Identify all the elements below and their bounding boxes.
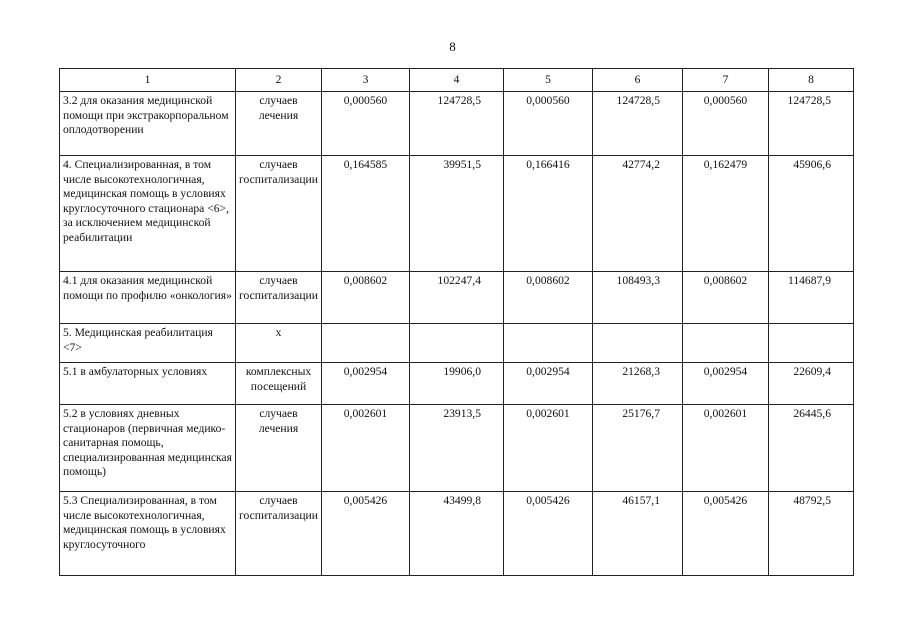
value-cell: 22609,4 — [769, 363, 854, 405]
value-cell: 0,002601 — [322, 405, 410, 492]
value-cell: 48792,5 — [769, 492, 854, 576]
value-cell: 25176,7 — [593, 405, 683, 492]
value-cell: 43499,8 — [410, 492, 504, 576]
value-cell: 0,008602 — [322, 272, 410, 324]
unit-cell: случаев госпитализации — [236, 156, 322, 272]
page-number: 8 — [449, 39, 456, 54]
value-cell: 23913,5 — [410, 405, 504, 492]
row-name-cell: 4.1 для оказания медицинской помощи по профилю «онкология» — [60, 272, 236, 324]
unit-cell: x — [236, 324, 322, 363]
unit-cell: случаев госпитализации — [236, 492, 322, 576]
value-cell: 0,002954 — [322, 363, 410, 405]
value-cell: 114687,9 — [769, 272, 854, 324]
header-cell: 4 — [410, 69, 504, 92]
value-cell: 0,005426 — [504, 492, 593, 576]
value-cell: 0,002954 — [504, 363, 593, 405]
row-name-cell: 5.1 в амбулаторных условиях — [60, 363, 236, 405]
value-cell: 19906,0 — [410, 363, 504, 405]
header-cell: 8 — [769, 69, 854, 92]
value-cell: 0,164585 — [322, 156, 410, 272]
value-cell: 0,005426 — [322, 492, 410, 576]
unit-cell: случаев лечения — [236, 405, 322, 492]
value-cell: 108493,3 — [593, 272, 683, 324]
value-cell: 0,008602 — [683, 272, 769, 324]
row-name-cell: 3.2 для оказания медицинской помощи при экстракорпоральном оплодотворении — [60, 92, 236, 156]
value-cell: 39951,5 — [410, 156, 504, 272]
header-cell: 7 — [683, 69, 769, 92]
row-name-cell: 4. Специализированная, в том числе высокотехнологичная, медицинская помощь в условиях круглосуточного стационара <6>, за исключением медицинской реабилитации — [60, 156, 236, 272]
table-row — [60, 92, 854, 156]
row-name-cell: 5.2 в условиях дневных стационаров (первичная медико-санитарная помощь, специализированная медицинская помощь) — [60, 405, 236, 492]
value-cell: 124728,5 — [410, 92, 504, 156]
value-cell: 0,002954 — [683, 363, 769, 405]
value-cell: 102247,4 — [410, 272, 504, 324]
value-cell — [410, 324, 504, 363]
value-cell — [683, 324, 769, 363]
value-cell: 21268,3 — [593, 363, 683, 405]
row-name-cell: 5. Медицинская реабилитация <7> — [60, 324, 236, 363]
value-cell: 0,008602 — [504, 272, 593, 324]
value-cell: 0,000560 — [683, 92, 769, 156]
header-cell: 2 — [236, 69, 322, 92]
row-name-cell: 5.3 Специализированная, в том числе высокотехнологичная, медицинская помощь в условиях круглосуточного — [60, 492, 236, 576]
value-cell — [504, 324, 593, 363]
table-row — [60, 492, 854, 576]
value-cell — [593, 324, 683, 363]
table-row — [60, 405, 854, 492]
value-cell: 0,005426 — [683, 492, 769, 576]
header-cell: 1 — [60, 69, 236, 92]
value-cell: 0,002601 — [683, 405, 769, 492]
value-cell: 0,166416 — [504, 156, 593, 272]
unit-cell: комплексных посещений — [236, 363, 322, 405]
table-row — [60, 324, 854, 363]
value-cell — [322, 324, 410, 363]
value-cell — [769, 324, 854, 363]
header-row — [60, 69, 854, 92]
header-cell: 6 — [593, 69, 683, 92]
value-cell: 0,000560 — [504, 92, 593, 156]
value-cell: 0,000560 — [322, 92, 410, 156]
header-cell: 5 — [504, 69, 593, 92]
value-cell: 0,162479 — [683, 156, 769, 272]
header-cell: 3 — [322, 69, 410, 92]
value-cell: 45906,6 — [769, 156, 854, 272]
data-table — [59, 68, 854, 576]
value-cell: 26445,6 — [769, 405, 854, 492]
value-cell: 124728,5 — [769, 92, 854, 156]
value-cell: 124728,5 — [593, 92, 683, 156]
table-row — [60, 156, 854, 272]
table-row — [60, 363, 854, 405]
unit-cell: случаев госпитализации — [236, 272, 322, 324]
value-cell: 0,002601 — [504, 405, 593, 492]
value-cell: 46157,1 — [593, 492, 683, 576]
value-cell: 42774,2 — [593, 156, 683, 272]
unit-cell: случаев лечения — [236, 92, 322, 156]
table-row — [60, 272, 854, 324]
